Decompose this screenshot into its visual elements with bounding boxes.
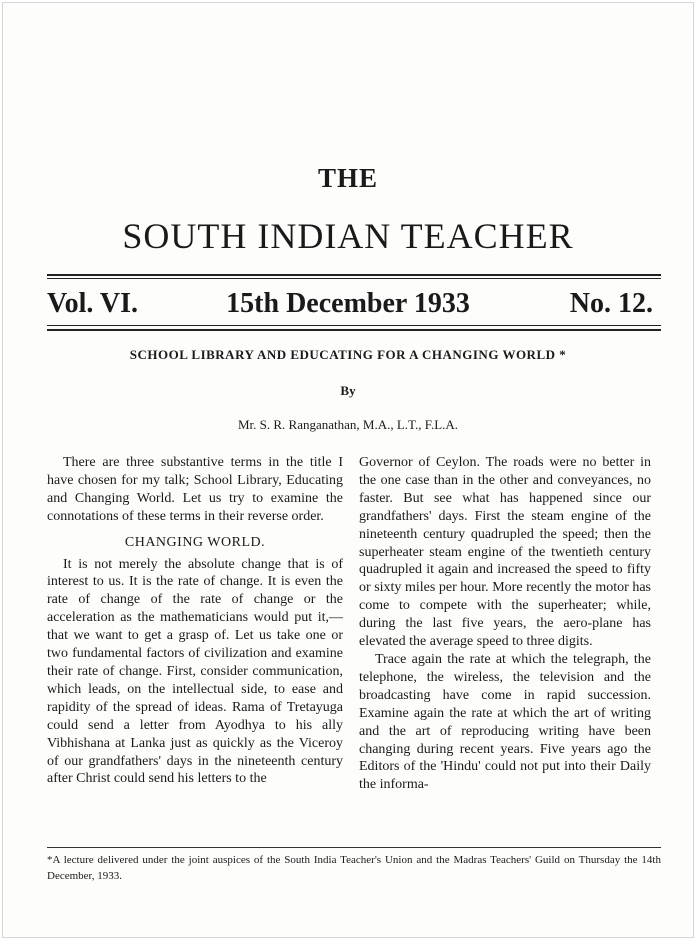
issue-date: 15th December 1933 [226,288,470,319]
right-paragraph-1: Governor of Ceylon. The roads were no better in the one case than in the other and conveyances, no faster. But see what has happened since our grandfathers' days. First the steam engine of the nineteenth century quadrupled the speed; then the superheater steam engine of the twentieth century quadrupled it again and increased the speed to fifty or sixty miles per hour. More recently the motor has come to compete with the superheater; while, during the last five years, the aero-plane has elevated the average speed to three digits. [359,455,651,650]
journal-title: SOUTH INDIAN TEACHER [122,216,574,256]
article-author: Mr. S. R. Ranganathan, M.A., L.T., F.L.A. [237,417,459,432]
article-title: SCHOOL LIBRARY AND EDUCATING FOR A CHANGING WORLD * [129,347,567,362]
footnote: *A lecture delivered under the joint auspices of the South India Teacher's Union and the Madras Teachers' Guild on Thursday the 14th December, 1933. [47,854,661,882]
masthead-the: THE [317,163,379,193]
article-by: By [340,383,356,398]
left-paragraph-2: It is not merely the absolute change that is of interest to us. It is the rate of change. It is even the rate of change of the rate of change or the acceleration as the mathematicians would put it,—that we want to get a grasp of. Let us take one or two fundamental factors of civilization and examine their rate of change. First, consider communication, which leads, on the intellectual side, to ease and rapidity of the spread of ideas. Rama of Tretayuga could send a letter from Ayodhya to his ally Vibhishana at Lanka just as quickly as the Viceroy of our grandfathers' days in the nineteenth century after Christ could send his letters to the [47,556,343,787]
footnote-rule [47,847,661,848]
issue-number: No. 12. [569,288,653,319]
volume-label: Vol. VI. [47,288,139,319]
masthead-rule-bottom-thin [47,325,661,326]
left-paragraph-1: There are three substantive terms in the title I have chosen for my talk; School Library, Educating and Changing World. Let us try to examine the connotations of these terms in their reverse order. [47,455,343,524]
masthead-rule-top-thin [47,278,661,279]
right-paragraph-2: Trace again the rate at which the telegraph, the telephone, the wireless, the television and the broadcasting have come in rapid succession. Examine again the rate at which the art of writing and the art of reproducing writing have been changing during recent years. Five years ago the Editors of the 'Hindu' could not put into their Daily the informa- [359,651,651,793]
masthead-rule-top [47,274,661,276]
journal-page [2,2,694,938]
left-column [47,454,343,788]
section-heading: CHANGING WORLD. [124,534,266,550]
masthead-rule-bottom [47,329,661,331]
right-column [359,454,651,794]
